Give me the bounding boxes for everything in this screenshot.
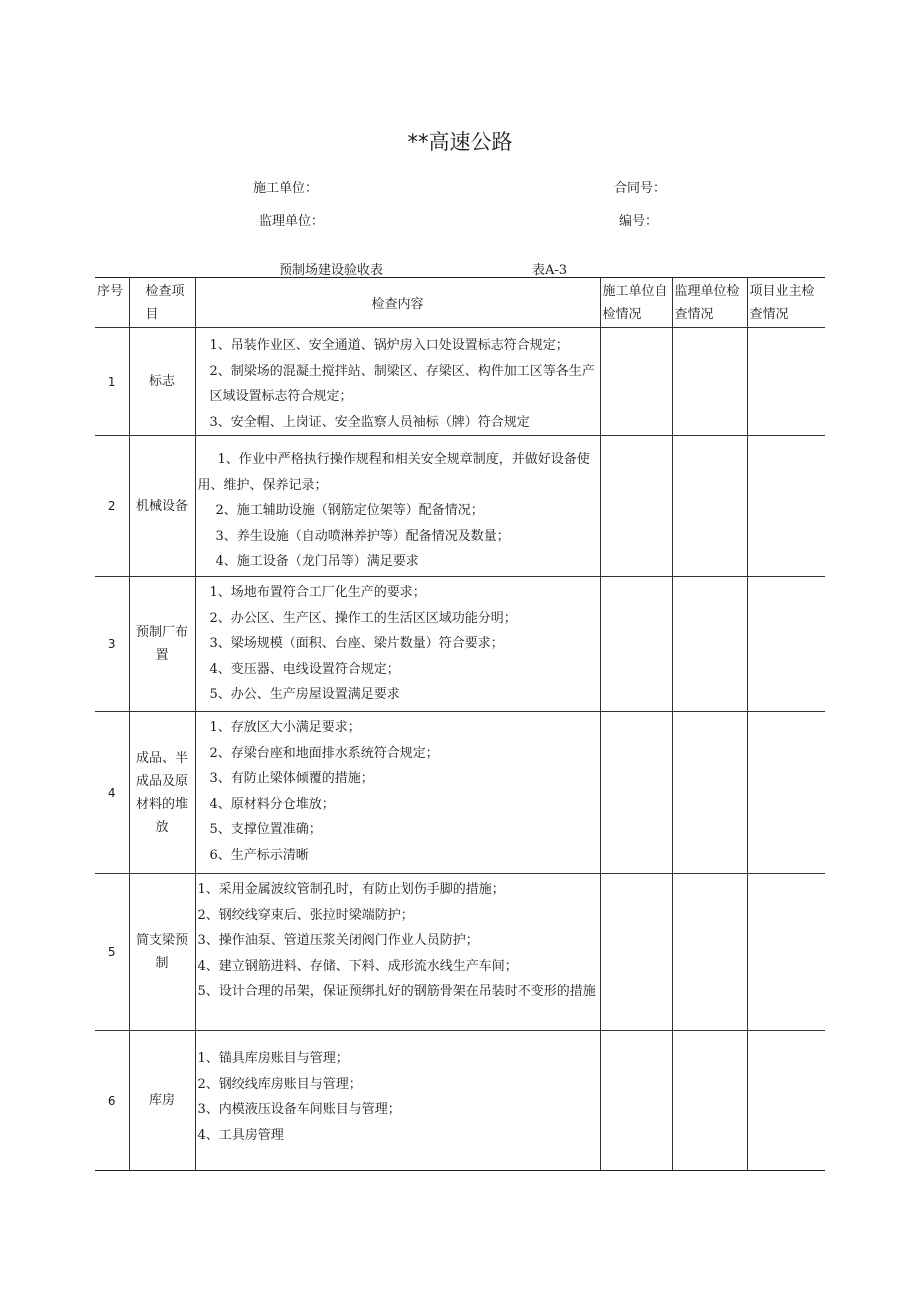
self-check-cell[interactable] [600,712,672,874]
document-title: **高速公路 [407,130,513,154]
content-line: 1、作业中严格执行操作规程和相关安全规章制度，并做好设备使用、维护、保养记录； [197,452,590,493]
content-line: 3、安全帽、上岗证、安全监察人员袖标（牌）符合规定 [209,414,530,430]
supervision-check-cell[interactable] [672,712,747,874]
content-line: 5、办公、生产房屋设置满足要求 [209,687,400,702]
table-row [95,577,825,712]
content-line: 4、原材料分仓堆放； [209,796,335,812]
content-line: 1、采用金属波纹管制孔时，有防止划伤手脚的措施； [197,882,505,897]
row-item: 库房 [129,1031,195,1171]
contract-no-label: 合同号： [614,181,667,196]
supervision-check-cell[interactable] [672,1031,747,1171]
owner-check-cell[interactable] [747,712,825,874]
supervision-check-cell[interactable] [672,874,747,1031]
table-row [95,328,825,436]
content-line: 2、存梁台座和地面排水系统符合规定； [209,745,439,761]
row-content [195,577,600,712]
content-line: 4、施工设备（龙门吊等）满足要求 [215,554,419,569]
owner-check-cell[interactable] [747,577,825,712]
header-owner-check: 项目业主检查情况 [747,278,825,328]
content-line: 3、养生设施（自动喷淋养护等）配备情况及数量； [215,528,510,544]
row-content [195,712,600,874]
content-line: 2、办公区、生产区、操作工的生活区区域功能分明； [209,610,517,626]
table-row [95,436,825,577]
row-seq: 1 [95,328,129,436]
header-content: 检查内容 [195,278,600,328]
self-check-cell[interactable] [600,577,672,712]
content-line: 3、梁场规模（面积、台座、梁片数量）符合要求； [209,636,504,651]
self-check-cell[interactable] [600,874,672,1031]
content-line: 1、吊装作业区、安全通道、锅炉房入口处设置标志符合规定； [209,338,569,353]
supervision-check-cell[interactable] [672,577,747,712]
table-row [95,874,825,1031]
header-self-check: 施工单位自检情况 [600,278,672,328]
construction-unit-label: 施工单位： [253,181,319,196]
header-seq: 序号 [95,278,129,328]
content-line: 1、锚具库房账目与管理； [197,1051,349,1066]
content-line: 1、场地布置符合工厂化生产的要求； [209,585,426,600]
form-title: 预制场建设验收表 [279,263,384,278]
content-line: 3、内模液压设备车间账目与管理； [197,1102,401,1117]
table-row [95,1031,825,1171]
content-line: 2、钢绞线穿束后、张拉时梁端防护； [197,907,414,923]
self-check-cell[interactable] [600,1031,672,1171]
content-line: 3、有防止梁体倾覆的措施； [209,771,374,786]
content-line: 1、存放区大小满足要求； [209,720,361,735]
self-check-cell[interactable] [600,436,672,577]
row-content [195,328,600,436]
row-item: 预制厂布置 [129,577,195,712]
content-line: 2、施工辅助设施（钢筋定位架等）配备情况； [215,503,484,518]
table-header-row [95,278,825,328]
content-line: 2、钢绞线库房账目与管理； [197,1076,362,1092]
content-line: 4、工具房管理 [197,1127,284,1143]
form-code: 表A-3 [532,263,568,278]
row-item: 简支梁预制 [129,874,195,1031]
content-line: 4、变压器、电线设置符合规定； [209,661,400,677]
owner-check-cell[interactable] [747,1031,825,1171]
row-content [195,436,600,577]
header-item: 检查项目 [129,278,195,328]
supervision-check-cell[interactable] [672,436,747,577]
content-line: 6、生产标示清晰 [209,847,309,863]
content-line: 3、操作油泵、管道压浆关闭阀门作业人员防护； [197,933,479,948]
row-seq: 4 [95,712,129,874]
row-content [195,874,600,1031]
content-line: 4、建立钢筋进料、存储、下料、成形流水线生产车间； [197,958,518,974]
owner-check-cell[interactable] [747,874,825,1031]
row-seq: 3 [95,577,129,712]
content-line: 5、设计合理的吊架，保证预绑扎好的钢筋骨架在吊装时不变形的措施 [197,984,596,999]
header-supervision-check: 监理单位检查情况 [672,278,747,328]
self-check-cell[interactable] [600,328,672,436]
row-item: 机械设备 [129,436,195,577]
owner-check-cell[interactable] [747,328,825,436]
supervision-unit-label: 监理单位： [259,214,325,229]
row-item: 标志 [129,328,195,436]
table-row [95,712,825,874]
content-line: 2、制梁场的混凝土搅拌站、制梁区、存梁区、构件加工区等各生产区域设置标志符合规定； [209,363,595,404]
row-seq: 6 [95,1031,129,1171]
row-content [195,1031,600,1171]
supervision-check-cell[interactable] [672,328,747,436]
serial-no-label: 编号： [619,214,659,229]
row-item: 成品、半成品及原材料的堆放 [129,712,195,874]
row-seq: 2 [95,436,129,577]
owner-check-cell[interactable] [747,436,825,577]
inspection-table [95,277,825,1171]
row-seq: 5 [95,874,129,1031]
content-line: 5、支撑位置准确； [209,822,322,837]
